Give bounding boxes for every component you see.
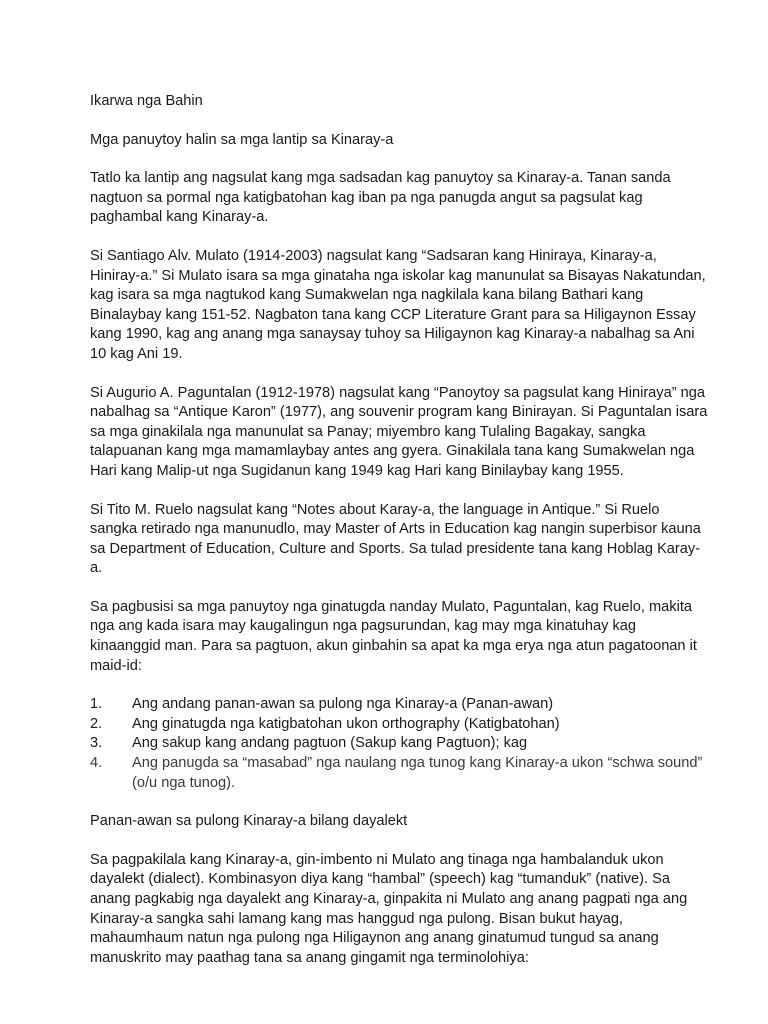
section-heading-dialect: Panan-awan sa pulong Kinaray-a bilang dayalekt	[90, 813, 408, 830]
areas-list	[90, 695, 708, 793]
paragraph-ruelo: Si Tito M. Ruelo nagsulat kang “Notes about Karay-a, the language in Antique.” Si Ruelo sangka retirado nga manunudlo, may Master of Arts in Education kag nangin superbisor kauna sa Department of Education, Culture and Sports. Sa tulad presidente tana kang Hoblag Karay-a.	[90, 501, 701, 577]
list-item-text: Ang andang panan-awan sa pulong nga Kinaray-a (Panan-awan)	[132, 696, 554, 713]
paragraph-dialect: Sa pagpakilala kang Kinaray-a, gin-imbento ni Mulato ang tinaga nga hambalanduk ukon dayalekt (dialect). Kombinasyon diya kang “hambal” (speech) kag “tumanduk” (native). Sa anang pagkabig nga dayalekt ang Kinaray-a, ginpakita ni Mulato ang anang pagpati nga ang Kinaray-a sangka sahi lamang kang mas hanggud nga pulong. Bisan bukut hayag, mahaumhaum natun nga pulong nga Hiligaynon ang anang ginatumud tungud sa anang manuskrito may paathag tana sa anang gingamit nga terminolohiya:	[90, 851, 688, 966]
list-item-number: 3.	[90, 735, 103, 752]
section-heading: Ikarwa nga Bahin	[90, 93, 203, 109]
list-item-number: 1.	[90, 696, 103, 713]
list-item	[90, 695, 708, 715]
list-item	[90, 734, 708, 754]
list-item-text: Ang ginatugda nga katigbatohan ukon orthography (Katigbatohan)	[132, 715, 560, 732]
list-item-number: 2.	[90, 715, 103, 732]
list-item	[90, 715, 708, 735]
paragraph-analysis: Sa pagbusisi sa mga panuytoy nga ginatugda nanday Mulato, Paguntalan, kag Ruelo, makita nga ang kada isara may kaugalingun nga pagsurundan, kag may mga kinatuhay kag kinaanggid man. Para sa pagtuon, akun ginbahin sa apat ka mga erya nga atun pagatoonan it maid-id:	[90, 598, 697, 674]
list-item-text: Ang panugda sa “masabad” nga naulang nga tunog kang Kinaray-a ukon “schwa sound” (o/u nga tunog).	[132, 755, 703, 791]
paragraph-intro: Tatlo ka lantip ang nagsulat kang mga sadsadan kag panuytoy sa Kinaray-a. Tanan sanda nagtuon sa pormal nga katigbatohan kag iban pa nga panugda angut sa pagsulat kag paghambal kang Kinaray-a.	[90, 170, 671, 226]
list-item	[90, 754, 708, 793]
list-item-text: Ang sakup kang andang pagtuon (Sakup kang Pagtuon); kag	[132, 735, 528, 752]
section-subheading: Mga panuytoy halin sa mga lantip sa Kinaray-a	[90, 131, 394, 148]
list-item-number: 4.	[90, 755, 103, 772]
paragraph-paguntalan: Si Augurio A. Paguntalan (1912-1978) nagsulat kang “Panoytoy sa pagsulat kang Hiniraya” nga nabalhag sa “Antique Karon” (1977), ang souvenir program kang Binirayan. Si Paguntalan isara sa mga ginakilala nga manunulat sa Panay; miyembro kang Tulaling Bagakay, sangka talapuanan kang mga mamamlaybay antes ang gyera. Ginakilala tana kang Sumakwelan nga Hari kang Malip-ut nga Sugidanun kang 1949 kag Hari kang Binilaybay kang 1955.	[90, 384, 708, 479]
paragraph-mulato: Si Santiago Alv. Mulato (1914-2003) nagsulat kang “Sadsaran kang Hiniraya, Kinaray-a, Hiniray-a.” Si Mulato isara sa mga ginataha nga iskolar kag manunulat sa Bisayas Nakatundan, kag isara sa mga nagtukod kang Sumakwelan nga nagkilala kana bilang Bathari kang Binalaybay kang 151-52. Nagbaton tana kang CCP Literature Grant para sa Hiligaynon Essay kang 1990, kag ang anang mga sanaysay tuhoy sa Hiligaynon kag Kinaray-a nabalhag sa Ani 10 kag Ani 19.	[90, 247, 706, 362]
